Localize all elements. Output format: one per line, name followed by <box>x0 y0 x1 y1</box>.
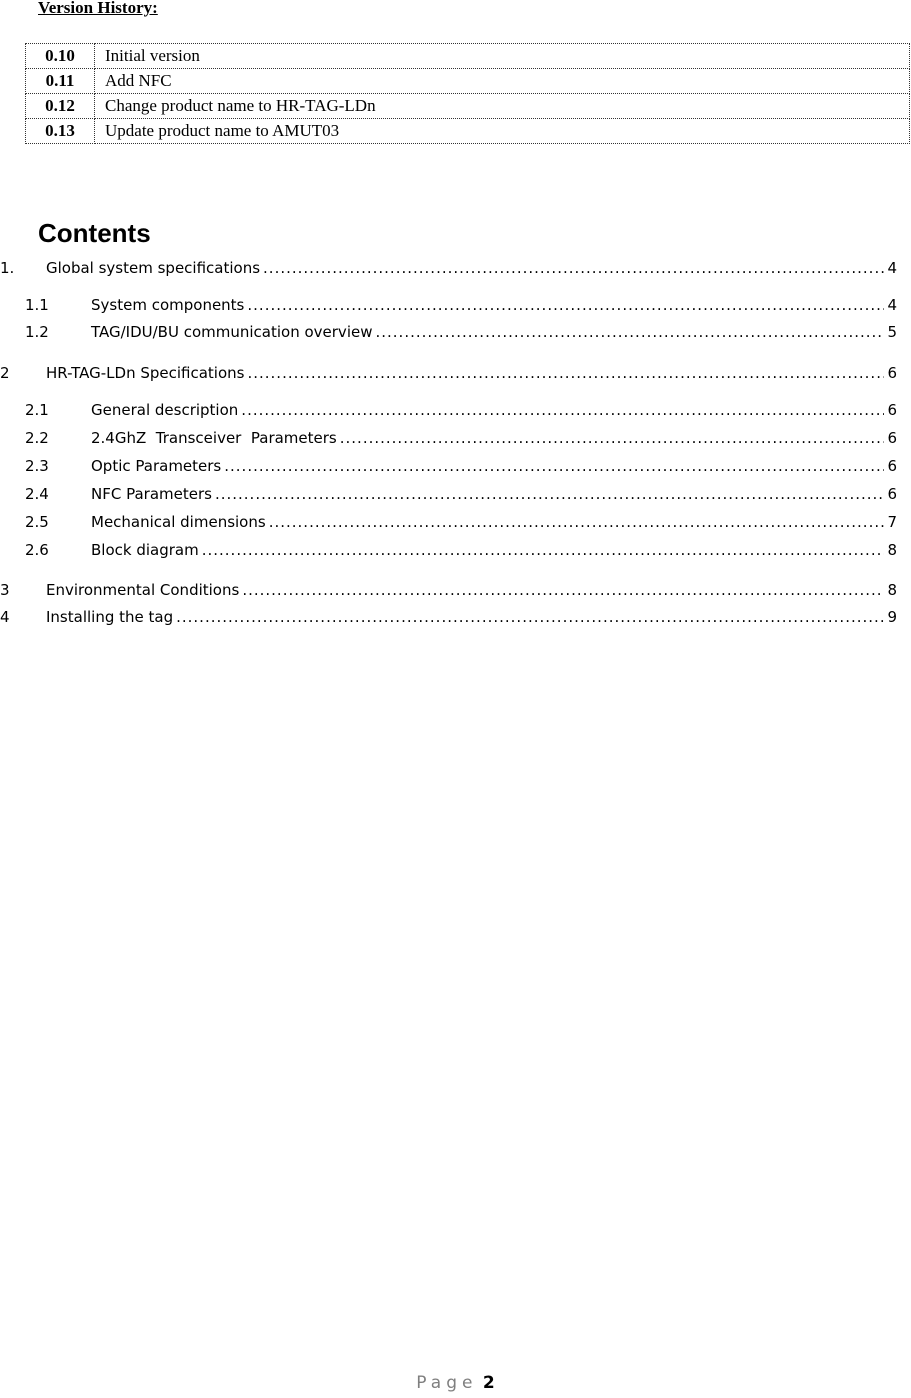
toc-entry-page: 8 <box>887 581 897 599</box>
toc-entry-number: 2.6 <box>25 541 49 559</box>
toc-entry-title: Mechanical dimensions <box>91 513 266 531</box>
toc-leader-dots <box>375 323 884 341</box>
version-description: Add NFC <box>95 69 910 94</box>
toc-entry-page: 5 <box>887 323 897 341</box>
toc-entry-page: 6 <box>887 429 897 447</box>
version-number: 0.12 <box>26 94 95 119</box>
version-description: Update product name to AMUT03 <box>95 119 910 144</box>
toc-leader-dots <box>224 457 884 475</box>
version-number: 0.10 <box>26 44 95 69</box>
version-history-table <box>25 43 910 144</box>
toc-entry-number: 2.2 <box>25 429 49 447</box>
toc-entry-title: NFC Parameters <box>91 485 212 503</box>
version-row <box>26 94 910 119</box>
page-label: Page <box>416 1373 478 1393</box>
page-footer <box>0 1373 911 1393</box>
toc-entry-page: 6 <box>887 401 897 419</box>
version-number: 0.13 <box>26 119 95 144</box>
toc-leader-dots <box>247 296 884 314</box>
version-history-heading: Version History: <box>38 0 158 17</box>
version-number: 0.11 <box>26 69 95 94</box>
toc-entry-number: 2.1 <box>25 401 49 419</box>
toc-entry-1-1[interactable] <box>25 296 897 320</box>
toc-entry-2-5[interactable] <box>25 513 897 537</box>
toc-leader-dots <box>202 541 885 559</box>
toc-entry-4[interactable] <box>0 608 897 632</box>
toc-entry-title: Environmental Conditions <box>46 581 240 599</box>
version-description: Initial version <box>95 44 910 69</box>
toc-entry-number: 1.2 <box>25 323 49 341</box>
toc-entry-number: 1.1 <box>25 296 49 314</box>
toc-entry-2-3[interactable] <box>25 457 897 481</box>
toc-leader-dots <box>215 485 885 503</box>
toc-entry-number: 3 <box>0 581 10 599</box>
toc-entry-2-2[interactable] <box>25 429 897 453</box>
toc-leader-dots <box>242 581 884 599</box>
toc-entry-3[interactable] <box>0 581 897 605</box>
toc-entry-number: 4 <box>0 608 10 626</box>
toc-leader-dots <box>269 513 885 531</box>
toc-entry-number: 2 <box>0 364 10 382</box>
toc-leader-dots <box>241 401 884 419</box>
toc-entry-page: 4 <box>887 296 897 314</box>
toc-entry-title: Block diagram <box>91 541 199 559</box>
toc-entry-page: 4 <box>887 259 897 277</box>
toc-leader-dots <box>263 259 884 277</box>
toc-entry-title: Global system specifications <box>46 259 261 277</box>
toc-entry-2[interactable] <box>0 364 897 388</box>
toc-entry-2-6[interactable] <box>25 541 897 565</box>
toc-entry-page: 9 <box>887 608 897 626</box>
toc-entry-2-4[interactable] <box>25 485 897 509</box>
toc-entry-title: TAG/IDU/BU communication overview <box>91 323 373 341</box>
toc-entry-1[interactable] <box>0 259 897 283</box>
version-row <box>26 119 910 144</box>
toc-entry-title: System components <box>91 296 245 314</box>
toc-leader-dots <box>247 364 884 382</box>
version-row <box>26 69 910 94</box>
toc-entry-title: Installing the tag <box>46 608 174 626</box>
version-row <box>26 44 910 69</box>
toc-entry-page: 6 <box>887 457 897 475</box>
toc-entry-number: 2.5 <box>25 513 49 531</box>
toc-entry-title: HR-TAG-LDn Specifications <box>46 364 245 382</box>
toc-entry-1-2[interactable] <box>25 323 897 347</box>
toc-entry-2-1[interactable] <box>25 401 897 425</box>
toc-leader-dots <box>340 429 885 447</box>
toc-entry-page: 6 <box>887 364 897 382</box>
version-description: Change product name to HR-TAG-LDn <box>95 94 910 119</box>
toc-entry-number: 1. <box>0 259 15 277</box>
contents-title: Contents <box>38 218 151 248</box>
toc-leader-dots <box>176 608 884 626</box>
toc-entry-title: 2.4GhZ Transceiver Parameters <box>91 429 337 447</box>
toc-entry-number: 2.3 <box>25 457 49 475</box>
toc-entry-page: 8 <box>887 541 897 559</box>
toc-entry-number: 2.4 <box>25 485 49 503</box>
toc-entry-page: 7 <box>887 513 897 531</box>
toc-entry-page: 6 <box>887 485 897 503</box>
toc-entry-title: Optic Parameters <box>91 457 222 475</box>
toc-entry-title: General description <box>91 401 239 419</box>
page-number: 2 <box>482 1373 495 1393</box>
